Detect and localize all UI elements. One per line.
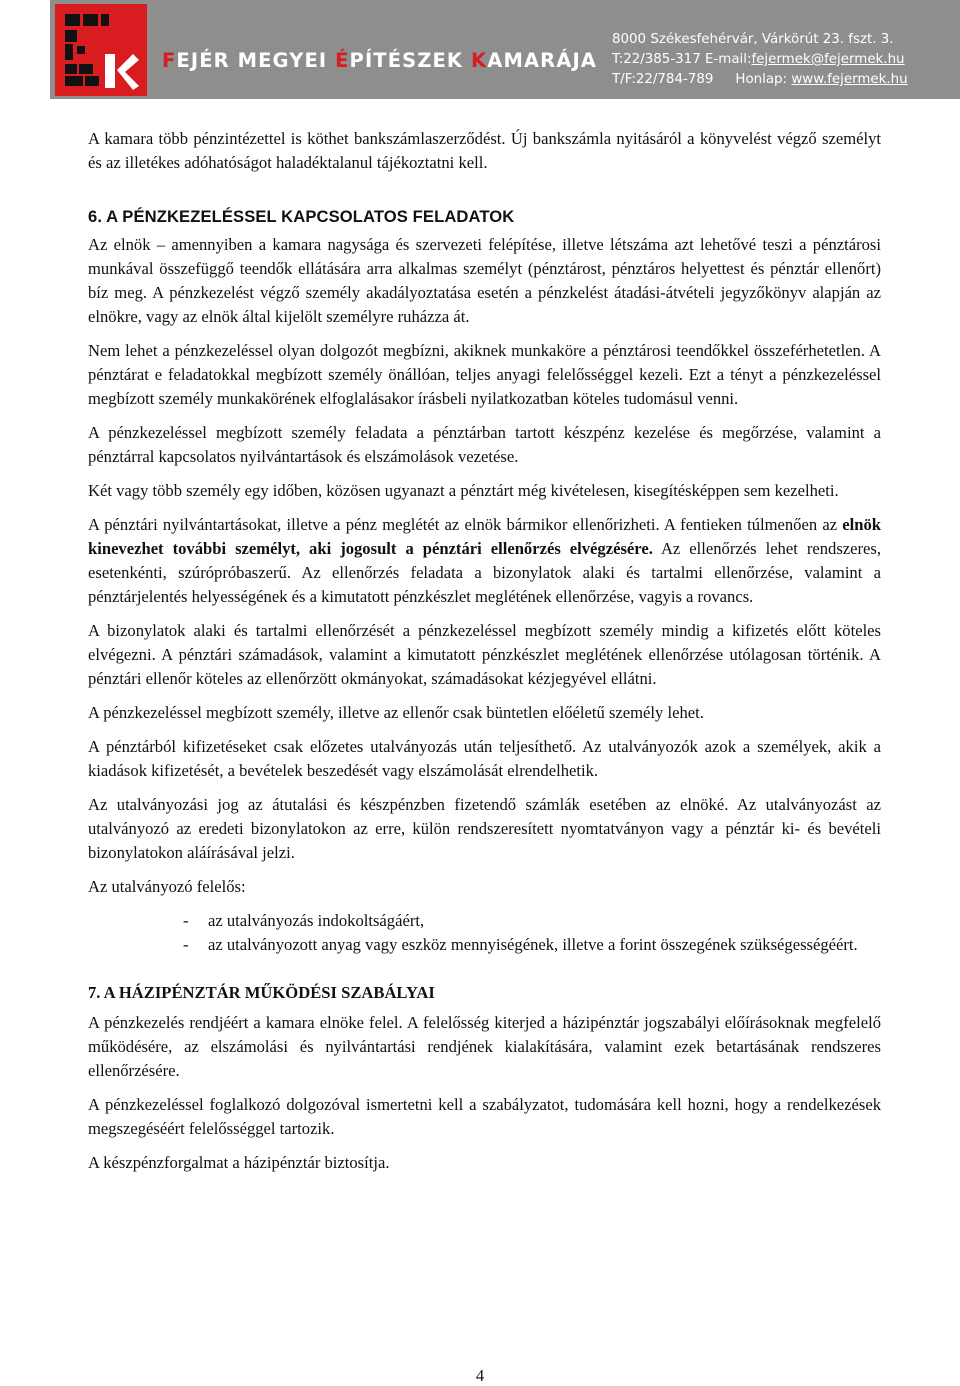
paragraph: A bizonylatok alaki és tartalmi ellenőrzését a pénzkezeléssel megbízott személy mindig a kifizetés előtt köteles elvégezni. A pénztári számadások, valamint a kimutatott pénzkészlet meglétének ellenőrzése utólagosan történik. A pénztári ellenőr köteles az ellenőrzött okmányokat, számadásokat kézjegyével ellátni. [88, 621, 881, 688]
address-line: 8000 Székesfehérvár, Várkörút 23. fszt. 3. [612, 32, 894, 47]
section-6-heading: 6. A PÉNZKEZELÉSSEL KAPCSOLATOS FELADATOK [88, 207, 515, 226]
responsibility-list [88, 909, 881, 957]
list-item-text: az utalványozás indokoltságáért, [208, 911, 425, 930]
chamber-logo [55, 4, 147, 96]
org-name-initial: K [471, 49, 488, 72]
list-dash: - [183, 911, 189, 930]
list-item [88, 933, 881, 957]
logo-mark-icon [55, 4, 147, 96]
paragraph: Nem lehet a pénzkezeléssel olyan dolgozót megbízni, akiknek munkaköre a pénztárosi teendőkkel összeférhetetlen. A pénztárat e feladatokkal megbízott személy önállóan, teljes anyagi felelősséggel kezeli. Ezt a tényt a pénzkezeléssel megbízott személy munkakörének elfoglalásakor írásbeli nyilatkozatban köteles tudomásul venni. [88, 341, 881, 408]
paragraph: Két vagy több személy egy időben, közösen ugyanazt a pénztárt még kivételesen, kisegítésképpen sem kezelheti. [88, 481, 839, 500]
text-run: A pénztári nyilvántartásokat, illetve a pénz meglétét az elnök bármikor ellenőrizheti. A fentieken túlmenően az [88, 515, 843, 534]
web-link[interactable]: www.fejermek.hu [791, 72, 908, 87]
page-number: 4 [475, 1366, 485, 1385]
list-dash: - [183, 935, 189, 954]
organization-name [162, 49, 597, 72]
paragraph: A pénzkezelés rendjéért a kamara elnöke felel. A felelősség kiterjed a házipénztár jogszabályi előírásoknak megfelelő működésére, az elszámolási és nyilvántartási rendjének kialakítására, valamint ezek betartásának rendszeres ellenőrzésére. [88, 1013, 881, 1080]
control-paragraph [88, 513, 881, 609]
email-link[interactable]: fejermek@fejermek.hu [751, 52, 905, 67]
paragraph: A pénzkezeléssel megbízott személy feladata a pénztárban tartott készpénz kezelése és megőrzése, valamint a pénztárral kapcsolatos nyilvántartások és elszámolások vezetése. [88, 423, 881, 466]
paragraph: Az utalványozási jog az átutalási és készpénzben fizetendő számlák esetében az elnöké. Az utalványozást az utalványozó az eredeti bizonylatokon az erre, külön rendszeresített nyomtatványon vagy a pénztár ki- és bevételi bizonylatokon aláírásával jelzi. [88, 795, 881, 862]
fax-web-line [612, 70, 908, 90]
org-name-text: PÍTÉSZEK [349, 49, 472, 72]
fax: T/F:22/784-789 [612, 72, 714, 87]
phone: T:22/385-317 [612, 52, 701, 67]
web-label: Honlap: [735, 72, 788, 87]
paragraph: A kamara több pénzintézettel is köthet bankszámlaszerződést. Új bankszámla nyitásáról a könyvelést végző személyt és az illetékes adóhatóságot haladéktalanul tájékoztatni kell. [88, 129, 881, 172]
org-name-text: EJÉR MEGYEI [176, 49, 336, 72]
paragraph: A pénzkezeléssel foglalkozó dolgozóval ismertetni kell a szabályzatot, tudomására kell hozni, hogy a rendelkezések megszegéséért felelősséggel tartozik. [88, 1095, 881, 1138]
paragraph: A pénztárból kifizetéseket csak előzetes utalványozás után teljesíthető. Az utalványozók azok a személyek, akik a kiadások kifizetését, a bevételek beszedését vagy elszámolását elrendelhetik. [88, 737, 881, 780]
org-name-initial: F [162, 49, 177, 72]
contact-info [612, 30, 908, 90]
email-label: E-mail: [704, 52, 752, 67]
list-item-text: az utalványozott anyag vagy eszköz mennyiségének, illetve a forint összegének szükségességéért. [208, 935, 858, 954]
paragraph: Az utalványozó felelős: [88, 877, 246, 896]
paragraph: A pénzkezeléssel megbízott személy, illetve az ellenőr csak büntetlen előéletű személy lehet. [88, 703, 704, 722]
org-name-initial: É [335, 49, 350, 72]
phone-email-line [612, 50, 908, 70]
paragraph: Az elnök – amennyiben a kamara nagysága és szervezeti felépítése, illetve létszáma azt lehetővé teszi a pénztárosi munkával összefüggő teendők ellátására arra alkalmas személyt (pénztárost, pénztáros helyettest és pénztár ellenőrt) bíz meg. A pénzkezelést végző személy akadályoztatása esetén a pénzkelést átadási-átvételi jegyzőkönyv alapján az elnökre, vagy az elnök által kijelölt személyre ruházza át. [88, 235, 881, 326]
org-name-text: AMARÁJA [487, 49, 597, 72]
paragraph: A készpénzforgalmat a házipénztár biztosítja. [88, 1153, 390, 1172]
bold-text-run: elnök kinevezhet további személyt, aki jogosult a pénztári ellenőrzés elvégzésére. [88, 515, 881, 558]
text-run: Az ellenőrzés lehet rendszeres, esetenkénti, szúrópróbaszerű. Az ellenőrzés feladata a bizonylatok alaki és tartalmi ellenőrzése, valamint a pénztárjelentés helyességének és a kimutatott pénzkészlet meglétének ellenőrzése, vagyis a rovancs. [88, 539, 882, 606]
section-7-heading: 7. A HÁZIPÉNZTÁR MŰKÖDÉSI SZABÁLYAI [88, 983, 435, 1002]
document-body [88, 127, 881, 1185]
list-item [88, 909, 881, 933]
